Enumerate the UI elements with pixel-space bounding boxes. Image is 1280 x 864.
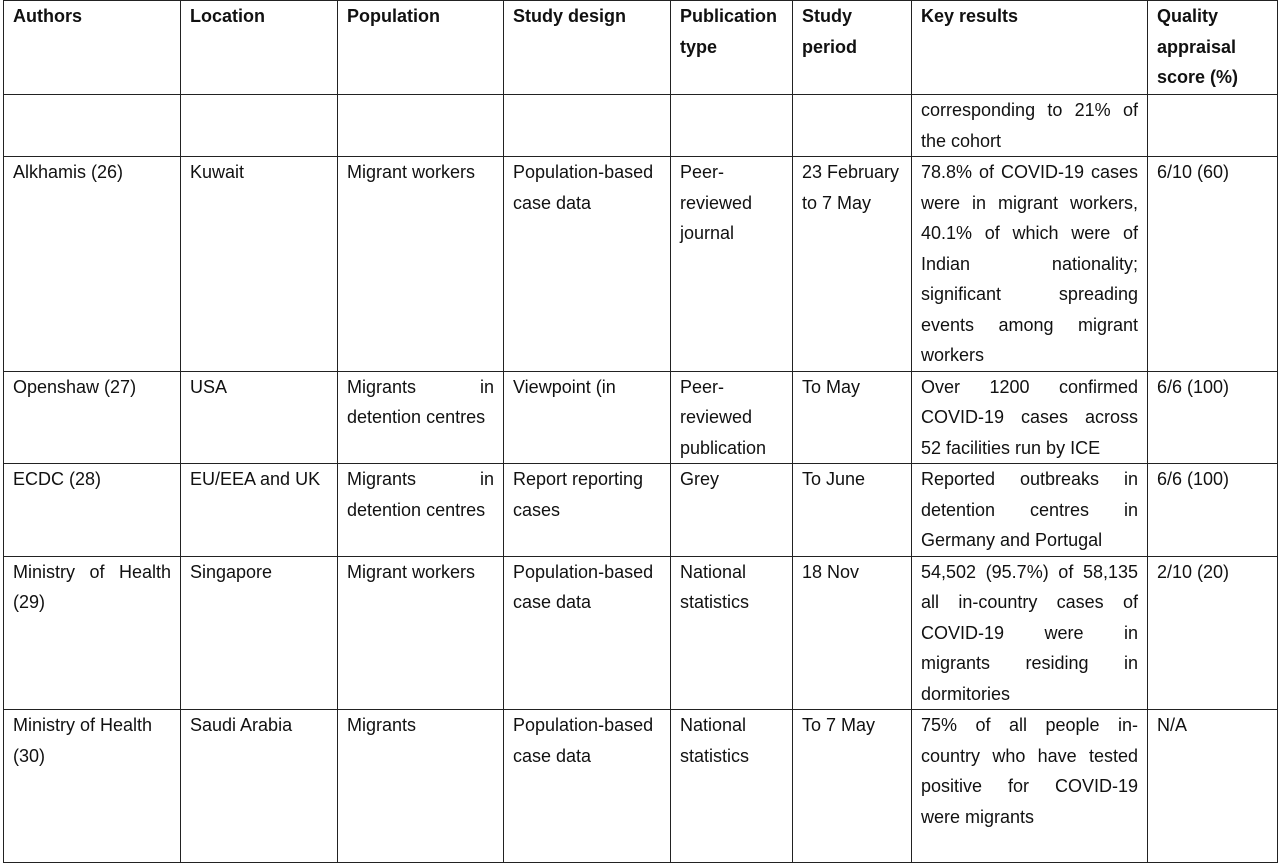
cell-study-design: Population-based case data <box>504 157 671 372</box>
table-row <box>4 710 1278 863</box>
cell-study-period: To May <box>793 371 912 464</box>
cell-location: Saudi Arabia <box>181 710 338 863</box>
header-population: Population <box>338 1 504 95</box>
cell-key-results: 78.8% of COVID-19 cases were in migrant workers, 40.1% of which were of Indian nationality; significant spreading events among migrant workers <box>912 157 1148 372</box>
cell-quality: 6/6 (100) <box>1148 464 1278 557</box>
cell-publication-type: Grey <box>671 464 793 557</box>
cell-quality: 6/6 (100) <box>1148 371 1278 464</box>
cell-population: Migrants in detention centres <box>338 464 504 557</box>
cell-study-period <box>793 95 912 157</box>
cell-study-design: Population-based case data <box>504 556 671 710</box>
cell-study-period: 18 Nov <box>793 556 912 710</box>
cell-quality: 2/10 (20) <box>1148 556 1278 710</box>
cell-population: Migrants in detention centres <box>338 371 504 464</box>
cell-location: EU/EEA and UK <box>181 464 338 557</box>
cell-study-design: Population-based case data <box>504 710 671 863</box>
table-row <box>4 464 1278 557</box>
header-authors: Authors <box>4 1 181 95</box>
cell-publication-type: National statistics <box>671 556 793 710</box>
header-quality: Quality appraisal score (%) <box>1148 1 1278 95</box>
table-row <box>4 371 1278 464</box>
cell-study-design <box>504 95 671 157</box>
cell-population: Migrant workers <box>338 556 504 710</box>
header-key-results: Key results <box>912 1 1148 95</box>
table-header-row <box>4 1 1278 95</box>
studies-table <box>3 0 1278 863</box>
cell-study-period: 23 February to 7 May <box>793 157 912 372</box>
cell-key-results: 75% of all people in-country who have tested positive for COVID-19 were migrants <box>912 710 1148 863</box>
cell-population: Migrant workers <box>338 157 504 372</box>
cell-authors: Ministry of Health (29) <box>4 556 181 710</box>
cell-population <box>338 95 504 157</box>
cell-authors: Alkhamis (26) <box>4 157 181 372</box>
cell-authors <box>4 95 181 157</box>
cell-location: Singapore <box>181 556 338 710</box>
cell-quality <box>1148 95 1278 157</box>
cell-study-design: Report reporting cases <box>504 464 671 557</box>
table-row <box>4 556 1278 710</box>
cell-study-design: Viewpoint (in <box>504 371 671 464</box>
cell-key-results: 54,502 (95.7%) of 58,135 all in-country cases of COVID-19 were in migrants residing in dormitories <box>912 556 1148 710</box>
header-publication-type: Publication type <box>671 1 793 95</box>
cell-location: Kuwait <box>181 157 338 372</box>
cell-key-results: Reported outbreaks in detention centres in Germany and Portugal <box>912 464 1148 557</box>
cell-location: USA <box>181 371 338 464</box>
cell-authors: Ministry of Health (30) <box>4 710 181 863</box>
cell-location <box>181 95 338 157</box>
cell-authors: ECDC (28) <box>4 464 181 557</box>
cell-quality: N/A <box>1148 710 1278 863</box>
table-row <box>4 95 1278 157</box>
cell-publication-type: National statistics <box>671 710 793 863</box>
cell-key-results: corresponding to 21% of the cohort <box>912 95 1148 157</box>
header-study-period: Study period <box>793 1 912 95</box>
cell-authors: Openshaw (27) <box>4 371 181 464</box>
cell-publication-type: Peer-reviewed journal <box>671 157 793 372</box>
cell-study-period: To June <box>793 464 912 557</box>
cell-study-period: To 7 May <box>793 710 912 863</box>
cell-quality: 6/10 (60) <box>1148 157 1278 372</box>
cell-key-results: Over 1200 confirmed COVID-19 cases across 52 facilities run by ICE <box>912 371 1148 464</box>
header-location: Location <box>181 1 338 95</box>
table-row <box>4 157 1278 372</box>
cell-publication-type: Peer-reviewed publication <box>671 371 793 464</box>
header-study-design: Study design <box>504 1 671 95</box>
cell-publication-type <box>671 95 793 157</box>
cell-population: Migrants <box>338 710 504 863</box>
